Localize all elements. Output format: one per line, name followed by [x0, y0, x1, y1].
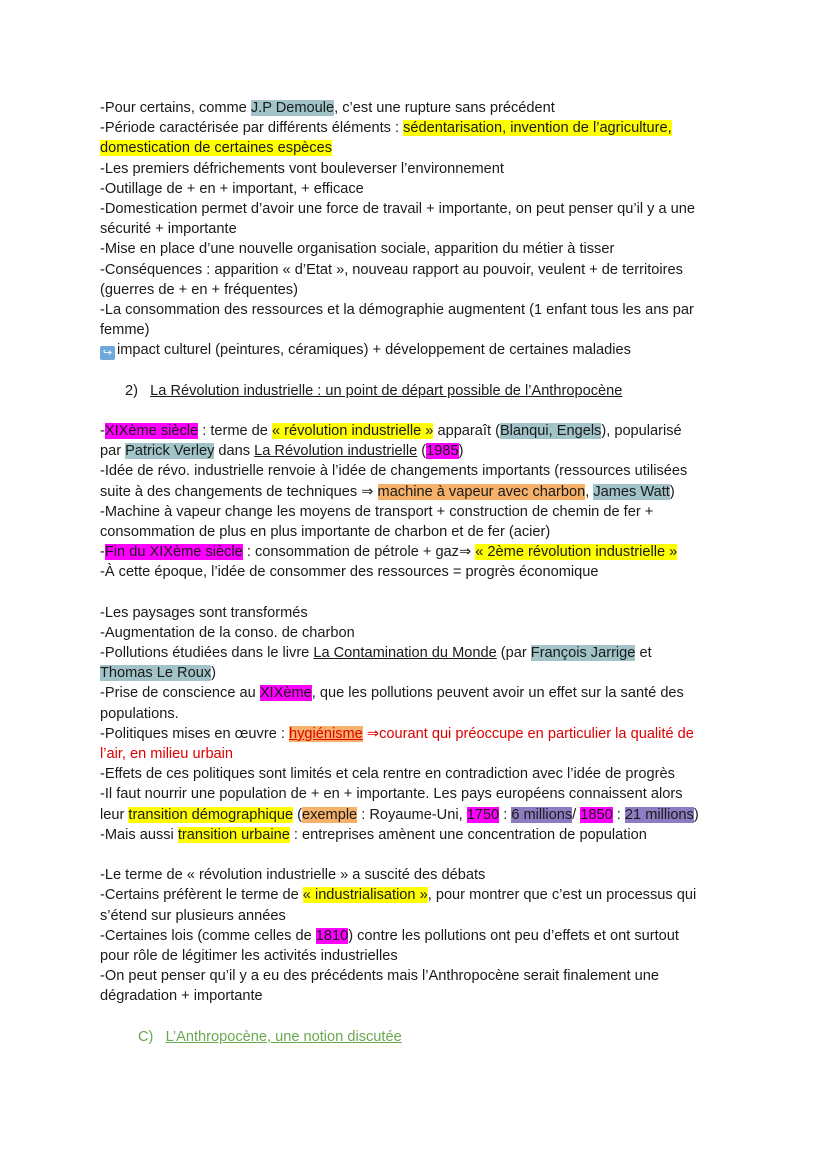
- text-line: [100, 138, 740, 158]
- text-run: apparaît (: [433, 423, 500, 439]
- text-run: -: [100, 544, 105, 561]
- text-run: -Certaines lois (comme celles de: [100, 927, 316, 944]
- text-run: : Royaume-Uni,: [357, 806, 467, 823]
- text-line: [100, 482, 740, 502]
- text-run: ): [693, 806, 699, 823]
- text-line: [100, 643, 740, 663]
- text-line: [100, 825, 740, 845]
- text-run: leur: [100, 806, 129, 823]
- highlight-date: 1985: [426, 443, 459, 460]
- red-text-line: l’air, en milieu urbain: [100, 746, 234, 762]
- highlight-keyword: domestication de certaines espèces: [100, 140, 333, 157]
- text-run: ): [669, 483, 675, 500]
- text-line: -Effets de ces politiques sont limités et cela rentre en contradiction avec l’idée de progrès: [100, 766, 675, 783]
- text-line: sécurité + importante: [100, 221, 237, 238]
- highlight-keyword: sédentarisation, invention de l’agriculture,: [403, 120, 672, 137]
- text-run: , que les pollutions peuvent avoir un effet sur la santé des: [311, 685, 684, 702]
- text-run: -Pollutions étudiées dans le livre: [100, 645, 314, 662]
- text-run: (: [417, 443, 427, 460]
- text-line: -Mise en place d’une nouvelle organisation sociale, apparition du métier à tisser: [100, 241, 615, 258]
- text-line: -Les premiers défrichements vont bouleverser l’environnement: [100, 160, 504, 177]
- text-run: ): [211, 665, 217, 682]
- text-line: (guerres de + en + fréquentes): [100, 281, 298, 298]
- text-line: -Domestication permet d’avoir une force de travail + importante, on peut penser qu’il y a une: [100, 200, 696, 217]
- text-run: -Prise de conscience au: [100, 685, 260, 702]
- highlight-author: J.P Demoule: [250, 100, 335, 116]
- text-run: -Pour certains, comme: [100, 100, 251, 116]
- text-line: -Il faut nourrir une population de + en + importante. Les pays européens connaissent alors: [100, 786, 683, 803]
- text-line: -Augmentation de la conso. de charbon: [100, 624, 355, 641]
- text-run: : terme de: [198, 423, 272, 439]
- text-run: :: [499, 806, 512, 823]
- section-heading-c: [100, 1027, 740, 1047]
- text-line: consommation de plus en plus importante de charbon et de fer (acier): [100, 523, 551, 540]
- book-title: La Contamination du Monde: [313, 645, 497, 662]
- text-run: ,: [585, 483, 594, 500]
- text-run: -: [100, 423, 105, 439]
- return-arrow-icon: ↪: [100, 346, 115, 360]
- text-run: /: [572, 806, 581, 823]
- highlight-term: hygiénisme: [288, 725, 363, 742]
- red-text: ⇒courant qui préoccupe en particulier la qualité de: [362, 725, 694, 742]
- text-line: [100, 805, 740, 825]
- text-run: -Certains préfèrent le terme de: [100, 887, 303, 904]
- text-line: -Le terme de « révolution industrielle » a suscité des débats: [100, 867, 486, 884]
- text-line: [100, 683, 740, 703]
- highlight-date: XIXème: [259, 685, 312, 702]
- text-run: -Période caractérisée par différents éléments :: [100, 120, 404, 137]
- highlight-keyword: transition démographique: [128, 806, 294, 823]
- text-run: : consommation de pétrole + gaz⇒: [242, 544, 476, 561]
- text-line: [100, 340, 740, 360]
- text-run: (: [293, 806, 303, 823]
- text-line: -Outillage de + en + important, + efficace: [100, 180, 364, 197]
- text-line: -Machine à vapeur change les moyens de transport + construction de chemin de fer +: [100, 503, 654, 520]
- text-line: -La consommation des ressources et la démographie augmentent (1 enfant tous les ans par: [100, 301, 694, 318]
- text-line: populations.: [100, 705, 179, 722]
- highlight-keyword: « 2ème révolution industrielle »: [475, 544, 678, 561]
- highlight-date: XIXème siècle: [104, 423, 199, 439]
- text-line: [100, 421, 740, 441]
- heading-title: La Révolution industrielle : un point de départ possible de l’Anthropocène: [150, 382, 623, 399]
- document-body: [100, 98, 740, 1047]
- highlight-number: 6 millions: [511, 806, 573, 823]
- highlight-author: François Jarrige: [530, 645, 636, 662]
- text-run: dans: [214, 443, 255, 460]
- text-line: -Les paysages sont transformés: [100, 604, 308, 621]
- highlight-author: Patrick Verley: [125, 443, 215, 460]
- text-line: -Conséquences : apparition « d’Etat », nouveau rapport au pouvoir, veulent + de territoires: [100, 261, 683, 278]
- text-run: (par: [496, 645, 531, 662]
- highlight-author: Thomas Le Roux: [100, 665, 212, 682]
- text-line: [100, 663, 740, 683]
- text-run: par: [100, 443, 126, 460]
- text-line: [100, 724, 740, 744]
- text-line: -À cette époque, l’idée de consommer des ressources = progrès économique: [100, 564, 599, 581]
- text-run: , c’est une rupture sans précédent: [334, 100, 555, 116]
- highlight-author: Blanqui, Engels: [499, 423, 602, 439]
- text-run: ): [458, 443, 464, 460]
- section-heading: [100, 381, 740, 401]
- text-line: [100, 885, 740, 905]
- text-run: -Mais aussi: [100, 826, 178, 843]
- text-run: ), popularisé: [601, 423, 682, 439]
- text-run: :: [612, 806, 625, 823]
- heading-number: 2): [125, 382, 138, 399]
- text-line: s’étend sur plusieurs années: [100, 907, 286, 924]
- highlight-keyword: « révolution industrielle »: [271, 423, 434, 439]
- text-line: -On peut penser qu’il y a eu des précédents mais l’Anthropocène serait finalement une: [100, 968, 659, 985]
- text-line: femme): [100, 322, 150, 339]
- text-run: : entreprises amènent une concentration de population: [289, 826, 647, 843]
- highlight-number: 21 millions: [624, 806, 694, 823]
- highlight-keyword: « industrialisation »: [302, 887, 428, 904]
- highlight-date: 1850: [580, 806, 613, 823]
- text-run: -Politiques mises en œuvre :: [100, 725, 289, 742]
- text-run: et: [635, 645, 652, 662]
- text-run: , pour montrer que c’est un processus qui: [427, 887, 697, 904]
- highlight-date: 1750: [466, 806, 500, 823]
- text-line: [100, 441, 740, 461]
- text-line: -Idée de révo. industrielle renvoie à l’idée de changements importants (ressources utilisées: [100, 463, 688, 480]
- text-line: [100, 98, 740, 118]
- heading-letter: C): [138, 1028, 154, 1045]
- text-run: impact culturel (peintures, céramiques) + développement de certaines maladies: [117, 342, 631, 359]
- text-run: suite à des changements de techniques ⇒: [100, 483, 378, 500]
- text-run: ) contre les pollutions ont peu d’effets et ont surtout: [348, 927, 679, 944]
- book-title: La Révolution industrielle: [254, 443, 418, 460]
- heading-title: L’Anthropocène, une notion discutée: [165, 1028, 402, 1045]
- highlight-author: James Watt: [593, 483, 670, 500]
- highlight-example: exemple: [302, 806, 358, 823]
- highlight-date: 1810: [315, 927, 349, 944]
- text-line: [100, 542, 740, 562]
- text-line: dégradation + importante: [100, 988, 263, 1005]
- highlight-example: machine à vapeur avec charbon: [377, 483, 586, 500]
- text-line: pour rôle de légitimer les activités industrielles: [100, 947, 398, 964]
- text-line: [100, 926, 740, 946]
- text-line: [100, 118, 740, 138]
- highlight-keyword: transition urbaine: [177, 826, 290, 843]
- highlight-date: Fin du XIXème siècle: [104, 544, 243, 561]
